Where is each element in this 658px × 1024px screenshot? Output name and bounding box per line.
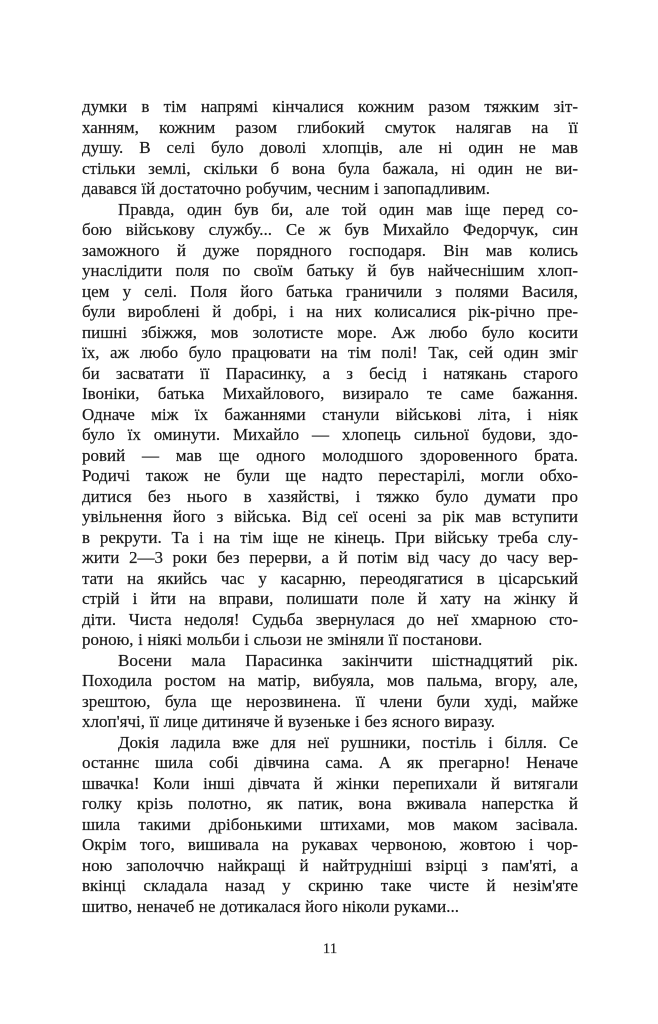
text-line: стрій і йти на вправи, полишати поле й хату на жінку й xyxy=(82,589,578,608)
text-line: останнє шила собі дівчина сама. А як прегарно! Неначе xyxy=(82,753,578,772)
text-line: думки в тім напрямі кінчалися кожним разом тяжким зіт- xyxy=(82,97,578,116)
text-line: зрештою, була ще нерозвинена. її члени були худі, майже xyxy=(82,691,578,711)
text-line: цем у селі. Поля його батька граничили з полями Василя, xyxy=(82,281,578,301)
text-line: Докія ладила вже для неї рушники, постіль і білля. Се xyxy=(118,732,578,752)
text-line: Івоніки, батька Михайлового, визирало те саме бажання. xyxy=(82,384,578,403)
text-line: тати на якийсь час у касарню, переодягатися в цісарський xyxy=(82,568,578,588)
text-line: Восени мала Парасинка закінчити шістнадцятий рік. xyxy=(118,650,578,670)
text-line: Походила ростом на матір, вибуяла, мов пальма, вгору, але, xyxy=(82,671,578,690)
page-number: 11 xyxy=(322,941,338,957)
paragraph xyxy=(82,651,578,733)
text-line: вкінці складала назад у скриню таке чисте й незім'яте xyxy=(82,876,578,895)
text-line: унаслідити поля по своїм батьку й був найчеснішим хлоп- xyxy=(82,261,578,280)
text-line: їх, аж любо було працювати на тім полі! Так, сей один зміг xyxy=(82,343,578,362)
text-line: Правда, один був би, але той один мав іще перед со- xyxy=(118,199,578,219)
text-line: бою військову службу... Се ж був Михайло Федорчук, син xyxy=(82,220,578,239)
text-line: хлоп'ячі, її лице дитиняче й вузеньке і без ясного виразу. xyxy=(82,712,495,731)
text-line: би засватати її Парасинку, а з бесід і натякань старого xyxy=(82,363,578,383)
text-line: було їх оминути. Михайло — хлопець сильної будови, здо- xyxy=(82,425,578,444)
text-line: ною заполоччю найкращі й найтрудніші взірці з пам'яті, а xyxy=(82,855,578,875)
text-line: давався їй достаточно робучим, чесним і запопадливим. xyxy=(82,179,491,198)
text-line: пишні збіжжя, мов золотисте море. Аж любо було косити xyxy=(82,322,578,342)
text-line: в рекрути. Та і на тім іще не кінець. При війську треба слу- xyxy=(82,527,578,547)
text-line: діти. Чиста недоля! Судьба звернулася до неї хмарною сто- xyxy=(82,609,578,629)
paragraph xyxy=(82,733,578,918)
text-line: Одначе між їх бажаннями станули військові літа, і ніяк xyxy=(82,404,578,424)
paragraph xyxy=(82,97,578,200)
text-line: Родичі також не були ще надто перестарілі, могли обхо- xyxy=(82,466,578,485)
text-line: Окрім того, вишивала на рукавах червоною, жовтою і чор- xyxy=(82,835,578,854)
text-line: голку крізь полотно, як патик, вона вживала наперстка й xyxy=(82,794,578,813)
text-line: увільнення його з війська. Від сеї осені за рік мав вступити xyxy=(82,507,578,526)
text-line: заможного й дуже порядного господаря. Він мав колись xyxy=(82,240,578,260)
text-line: ровий — мав ще одного молодшого здоровенного брата. xyxy=(82,445,578,465)
text-line: швачка! Коли інші дівчата й жінки перепихали й витягали xyxy=(82,773,578,793)
page-text xyxy=(82,97,578,917)
text-line: роною, і ніякі мольби і сльози не зміняли її постанови. xyxy=(82,630,483,649)
text-line: ханням, кожним разом глибокий смуток налягав на її xyxy=(82,117,578,137)
text-line: жити 2—3 роки без перерви, а й потім від часу до часу вер- xyxy=(82,548,578,567)
text-line: шила такими дрібонькими штихами, мов маком засівала. xyxy=(82,814,578,834)
text-line: стільки землі, скільки б вона була бажала, ні один не ви- xyxy=(82,158,578,178)
text-line: душу. В селі було доволі хлопців, але ні один не мав xyxy=(82,138,578,157)
paragraph xyxy=(82,200,578,651)
text-line: шитво, неначеб не дотикалася його ніколи руками... xyxy=(82,896,460,916)
text-line: були вироблені й добрі, і на них колисалися рік-річно пре- xyxy=(82,302,578,321)
text-line: дитися без нього в хазяйстві, і тяжко було думати про xyxy=(82,486,578,506)
